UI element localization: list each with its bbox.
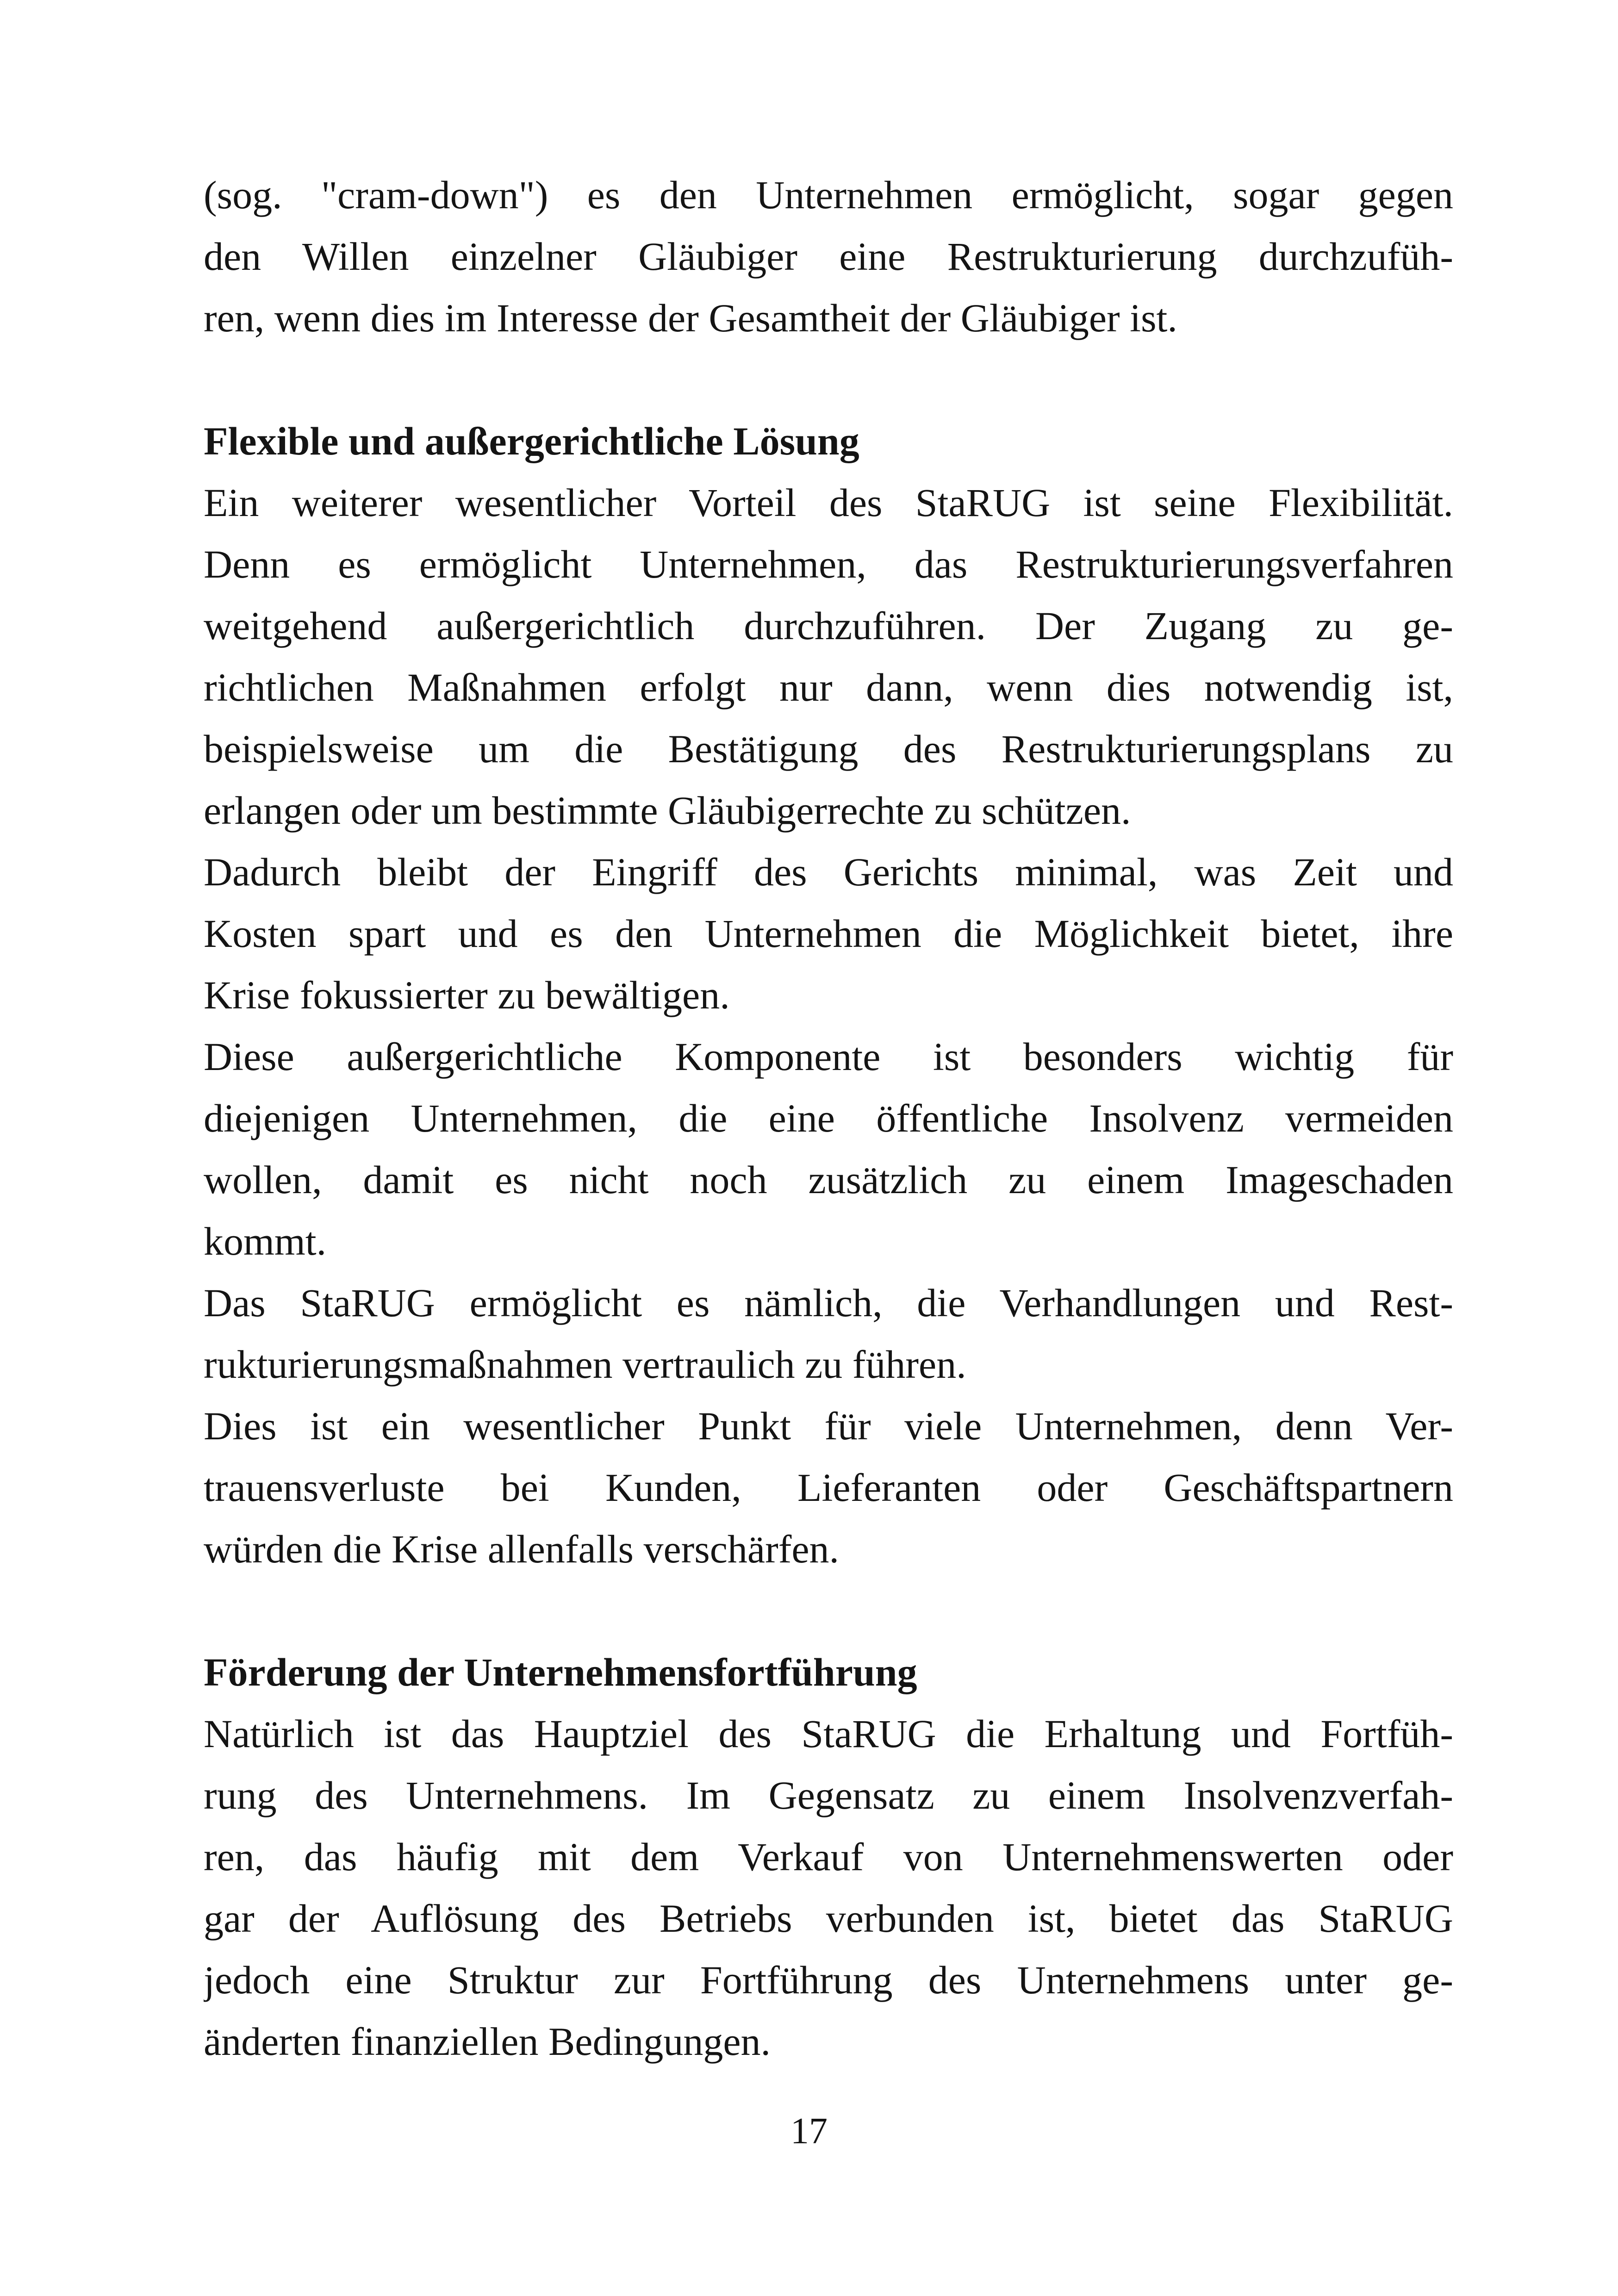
- text-line: gar der Auflösung des Betriebs verbunden ist, bietet das StaRUG: [204, 1896, 1453, 1941]
- paragraph-spacer: [204, 349, 1453, 411]
- text-line: Das StaRUG ermöglicht es nämlich, die Verhandlungen und Rest-: [204, 1281, 1453, 1325]
- text-line: Natürlich ist das Hauptziel des StaRUG die Erhaltung und Fortfüh-: [204, 1711, 1453, 1756]
- text-line: den Willen einzelner Gläubiger eine Restrukturierung durchzufüh-: [204, 234, 1453, 279]
- text-line: Dadurch bleibt der Eingriff des Gerichts minimal, was Zeit und: [204, 850, 1453, 894]
- text-line: beispielsweise um die Bestätigung des Restrukturierungsplans zu: [204, 727, 1453, 771]
- text-line: jedoch eine Struktur zur Fortführung des Unternehmens unter ge-: [204, 1958, 1453, 2002]
- text-line: erlangen oder um bestimmte Gläubigerrechte zu schützen.: [204, 788, 1131, 833]
- text-line: (sog. "cram-down") es den Unternehmen ermöglicht, sogar gegen: [204, 173, 1453, 217]
- text-line: trauensverluste bei Kunden, Lieferanten oder Geschäftspartnern: [204, 1465, 1453, 1510]
- intro-paragraph: [204, 164, 1453, 349]
- section-heading: Flexible und außergerichtliche Lösung: [204, 419, 859, 463]
- text-line: Kosten spart und es den Unternehmen die Möglichkeit bietet, ihre: [204, 911, 1453, 956]
- text-line: richtlichen Maßnahmen erfolgt nur dann, wenn dies notwendig ist,: [204, 665, 1453, 709]
- page-body: [204, 164, 1453, 2072]
- section-heading: Förderung der Unternehmensfortführung: [204, 1650, 917, 1694]
- text-line: weitgehend außergerichtlich durchzuführen. Der Zugang zu ge-: [204, 604, 1453, 648]
- text-line: ren, wenn dies im Interesse der Gesamtheit der Gläubiger ist.: [204, 296, 1177, 340]
- text-line: Denn es ermöglicht Unternehmen, das Restrukturierungsverfahren: [204, 542, 1453, 586]
- text-line: Ein weiterer wesentlicher Vorteil des StaRUG ist seine Flexibilität.: [204, 480, 1453, 525]
- text-line: änderten finanziellen Bedingungen.: [204, 2019, 771, 2064]
- text-line: kommt.: [204, 1219, 327, 1263]
- section-business-continuation: [204, 1642, 1453, 2072]
- text-line: diejenigen Unternehmen, die eine öffentliche Insolvenz vermeiden: [204, 1096, 1453, 1140]
- text-line: rukturierungsmaßnahmen vertraulich zu führen.: [204, 1342, 966, 1387]
- paragraph-spacer: [204, 1580, 1453, 1642]
- text-line: Krise fokussierter zu bewältigen.: [204, 973, 730, 1017]
- text-line: ren, das häufig mit dem Verkauf von Unternehmenswerten oder: [204, 1835, 1453, 1879]
- section-flexible-solution: [204, 411, 1453, 1580]
- text-line: wollen, damit es nicht noch zusätzlich zu einem Imageschaden: [204, 1157, 1453, 1202]
- text-line: Diese außergerichtliche Komponente ist besonders wichtig für: [204, 1034, 1453, 1079]
- text-line: würden die Krise allenfalls verschärfen.: [204, 1527, 840, 1571]
- page-number: 17: [790, 2111, 828, 2152]
- text-line: rung des Unternehmens. Im Gegensatz zu einem Insolvenzverfah-: [204, 1773, 1453, 1817]
- text-line: Dies ist ein wesentlicher Punkt für viele Unternehmen, denn Ver-: [204, 1404, 1453, 1448]
